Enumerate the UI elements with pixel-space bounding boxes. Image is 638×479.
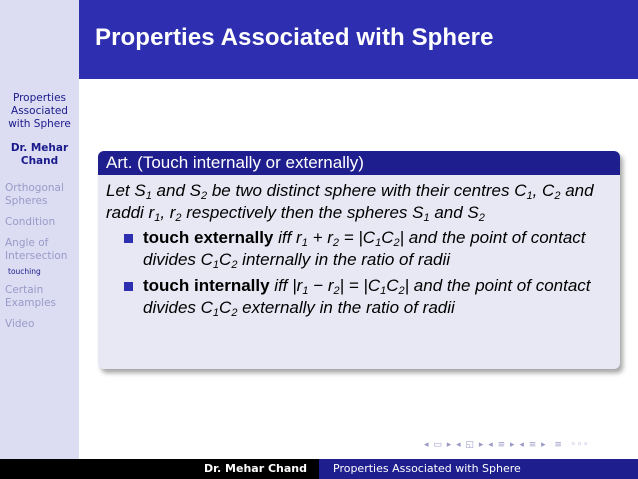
condition-list bbox=[106, 227, 612, 319]
bullet-text: C bbox=[219, 250, 232, 269]
intro-statement bbox=[106, 180, 612, 224]
bullet-text: internally in the ratio of radii bbox=[237, 250, 451, 269]
intro-text: and raddi r bbox=[106, 181, 594, 222]
nav-angle-of-intersection[interactable]: Angle of Intersection bbox=[5, 237, 68, 262]
bullet-text: C bbox=[386, 276, 399, 295]
subscript: 2 bbox=[333, 285, 340, 297]
intro-text: respectively then the spheres S bbox=[181, 203, 424, 222]
slide-header bbox=[79, 0, 638, 79]
beamer-navigation-icons[interactable]: ◂ ▭ ▸ ◂ ◱ ▸ ◂ ≡ ▸ ◂ ≡ ▸ ≡ ◦◦◦ bbox=[424, 440, 590, 450]
subscript: 2 bbox=[332, 237, 340, 249]
block-body bbox=[98, 175, 620, 319]
footer bbox=[0, 459, 638, 479]
bullet-text: iff |r bbox=[269, 276, 303, 295]
nav-condition[interactable]: Condition bbox=[5, 216, 56, 228]
bullet-heading: touch externally bbox=[143, 228, 274, 247]
intro-text: , r bbox=[160, 203, 176, 222]
subscript: 1 bbox=[145, 190, 152, 202]
subscript: 1 bbox=[212, 259, 220, 271]
subscript: 1 bbox=[526, 190, 533, 202]
sidebar-title[interactable]: Properties Associated with Sphere bbox=[8, 92, 71, 130]
subscript: 1 bbox=[302, 285, 309, 297]
intro-text: and S bbox=[151, 181, 201, 200]
subscript: 1 bbox=[375, 237, 382, 249]
slide-title: Properties Associated with Sphere bbox=[95, 24, 494, 51]
bullet-text: C bbox=[219, 298, 232, 317]
nav-orthogonal-spheres[interactable]: Orthogonal Spheres bbox=[5, 182, 64, 207]
intro-text: , C bbox=[532, 181, 555, 200]
subscript: 1 bbox=[301, 237, 308, 249]
block-title: Art. (Touch internally or externally) bbox=[98, 151, 620, 175]
bullet-text: externally in the ratio of radii bbox=[237, 298, 455, 317]
nav-video[interactable]: Video bbox=[5, 318, 35, 330]
footer-author: Dr. Mehar Chand bbox=[0, 459, 319, 479]
sidebar bbox=[0, 0, 79, 459]
footer-title: Properties Associated with Sphere bbox=[319, 459, 638, 479]
subscript: 1 bbox=[154, 212, 161, 224]
subscript: 2 bbox=[175, 212, 182, 224]
bullet-heading: touch internally bbox=[143, 276, 270, 295]
bullet-text: − r bbox=[308, 276, 334, 295]
subscript: 2 bbox=[554, 190, 561, 202]
bullet-text: | and the point of contact divides C bbox=[143, 228, 586, 269]
bullet-touch-internally bbox=[106, 275, 612, 319]
sidebar-nav bbox=[5, 182, 79, 339]
subscript: 2 bbox=[393, 237, 400, 249]
nav-touching[interactable]: touching bbox=[8, 267, 41, 276]
intro-text: and S bbox=[429, 203, 479, 222]
subscript: 2 bbox=[231, 259, 238, 271]
subscript: 2 bbox=[398, 285, 405, 297]
intro-text: be two distinct sphere with their centres C bbox=[207, 181, 527, 200]
nav-certain-examples[interactable]: Certain Examples bbox=[5, 284, 57, 309]
bullet-touch-externally bbox=[106, 227, 612, 271]
bullet-text: + r bbox=[307, 228, 333, 247]
subscript: 1 bbox=[423, 212, 430, 224]
theorem-block bbox=[98, 151, 620, 369]
subscript: 2 bbox=[200, 190, 208, 202]
subscript: 1 bbox=[380, 285, 387, 297]
sidebar-author[interactable]: Dr. Mehar Chand bbox=[10, 142, 69, 167]
subscript: 2 bbox=[231, 307, 238, 319]
bullet-text: C bbox=[381, 228, 394, 247]
intro-text: Let S bbox=[106, 181, 146, 200]
bullet-text: = |C bbox=[339, 228, 376, 247]
bullet-text: iff r bbox=[273, 228, 302, 247]
bullet-text: | = |C bbox=[339, 276, 381, 295]
subscript: 2 bbox=[478, 212, 485, 224]
subscript: 1 bbox=[212, 307, 220, 319]
bullet-text: | and the point of contact divides C bbox=[143, 276, 591, 317]
